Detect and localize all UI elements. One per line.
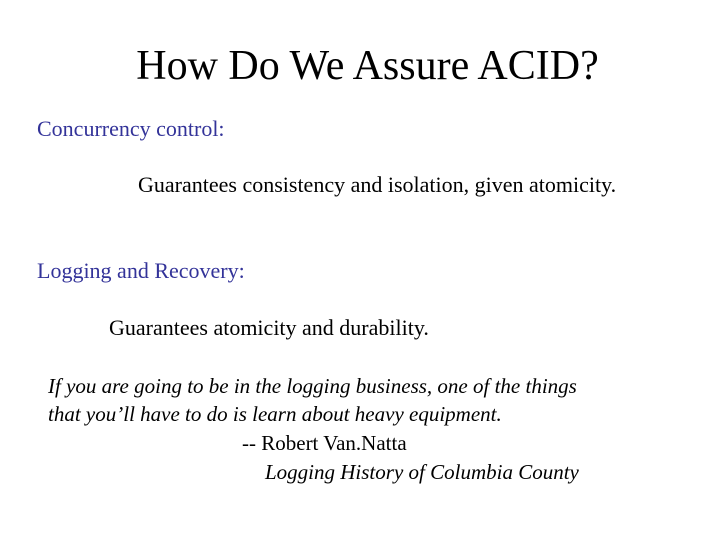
quote-source: Logging History of Columbia County <box>265 460 579 484</box>
concurrency-control-heading: Concurrency control: <box>37 116 225 141</box>
quote-line-2: that you’ll have to do is learn about heavy equipment. <box>48 402 502 426</box>
quote-author: -- Robert Van.Natta <box>242 431 407 455</box>
logging-recovery-heading: Logging and Recovery: <box>37 258 245 283</box>
quote-line-1: If you are going to be in the logging business, one of the things <box>48 374 577 398</box>
slide-title: How Do We Assure ACID? <box>136 43 599 89</box>
logging-recovery-description: Guarantees atomicity and durability. <box>109 315 429 340</box>
concurrency-control-description: Guarantees consistency and isolation, given atomicity. <box>138 172 617 197</box>
